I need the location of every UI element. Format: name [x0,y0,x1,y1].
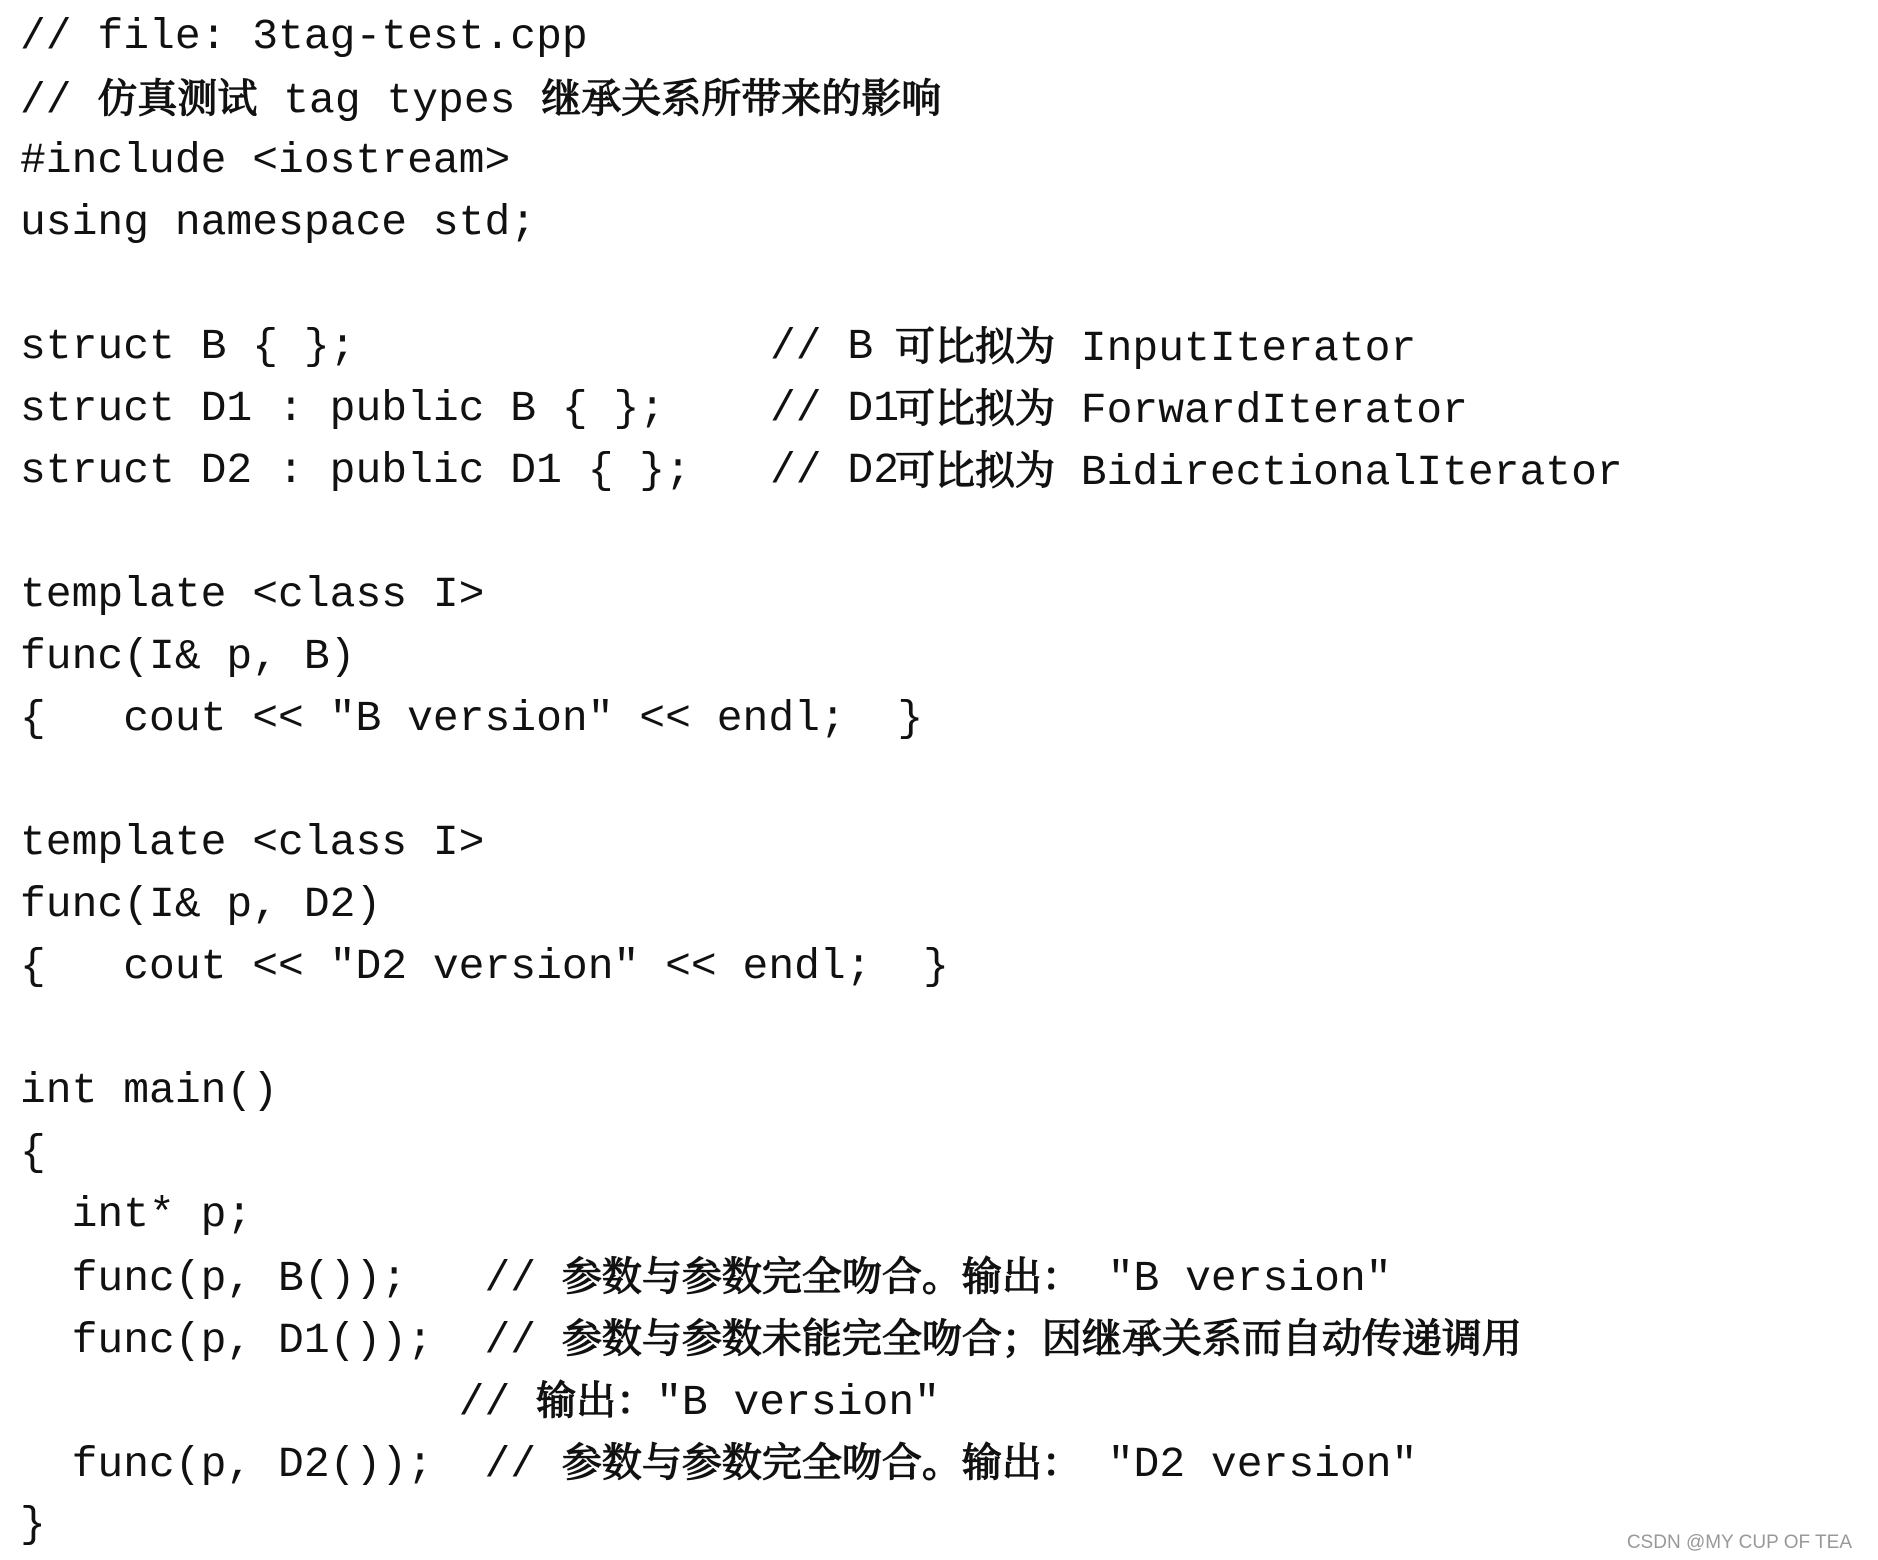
code-text: // [20,76,98,125]
code-line-call-d1-continued [20,1370,1522,1432]
code-line-open-brace [20,1122,1522,1184]
code-comment: // B [770,322,925,371]
comment-text-cn: 可比拟为 [895,386,1055,432]
code-text: func(I& p, D2) [20,880,382,929]
code-text: #include <iostream> [20,136,511,185]
code-text: { cout << "D2 version" << endl; } [20,942,949,991]
code-line-func1-signature [20,626,1522,688]
code-text: template <class I> [20,818,485,867]
watermark: CSDN @MY CUP OF TEA [1626,1532,1852,1553]
comment-text-cn: 输出： [536,1378,657,1424]
code-listing [20,6,1522,1556]
struct-comments-overlay [20,316,1623,502]
comment-text-cn: 可比拟为 [895,324,1055,370]
blank-line [20,998,1522,1060]
blank-line [20,502,1522,564]
code-text: struct D1 : public B { }; [20,384,666,433]
code-line-call-d1 [20,1308,1522,1370]
code-line-desc-comment [20,68,1522,130]
code-text: // file: 3tag-test.cpp [20,12,588,61]
code-text: func(p, D1()); [20,1316,485,1365]
code-text: } [20,1500,46,1549]
code-line-call-b [20,1246,1522,1308]
code-comment: // D2 [770,446,925,495]
code-comment: // D1 [770,384,925,433]
comment-text-en: "B version" [656,1378,940,1427]
comment-text-en: ForwardIterator [1055,386,1468,435]
code-line-call-d2 [20,1432,1522,1494]
blank-line [20,254,1522,316]
code-comment-prefix: // [458,1378,537,1427]
struct-d2-comment [20,440,1623,502]
code-line-declaration [20,1184,1522,1246]
code-line-close-brace [20,1494,1522,1556]
comment-text-cn: 参数与参数完全吻合。输出： [561,1254,1082,1300]
code-text: int* p; [20,1190,253,1239]
comment-text-en: "B version" [1081,1254,1392,1303]
comment-text-cn: 参数与参数完全吻合。输出： [561,1440,1082,1486]
code-text: func(p, B()); [20,1254,485,1303]
code-text: struct B { }; [20,322,356,371]
code-line-func2-body [20,936,1522,998]
code-line-file-comment [20,6,1522,68]
code-line-func2-signature [20,874,1522,936]
code-line-template-2 [20,812,1522,874]
code-text: template <class I> [20,570,485,619]
comment-text-en: BidirectionalIterator [1055,448,1623,497]
code-line-using [20,192,1522,254]
code-text: { [20,1128,46,1177]
code-comment-prefix: // [484,1316,562,1365]
code-text: int main() [20,1066,279,1115]
code-line-main-signature [20,1060,1522,1122]
code-line-template-1 [20,564,1522,626]
code-indent [20,1378,459,1427]
comment-text-en: "D2 version" [1081,1440,1418,1489]
code-text: { cout << "B version" << endl; } [20,694,924,743]
blank-line [20,750,1522,812]
code-text: func(p, D2()); [20,1440,485,1489]
struct-b-comment [20,316,1623,378]
code-text: using namespace std; [20,198,537,247]
code-comment-prefix: // [484,1440,562,1489]
comment-text-en: InputIterator [1055,324,1417,373]
comment-text-en: tag types [257,76,542,125]
comment-text-cn: 参数与参数未能完全吻合；因继承关系而自动传递调用 [561,1316,1522,1362]
code-line-include [20,130,1522,192]
comment-text-cn: 仿真测试 [97,76,258,122]
code-text: func(I& p, B) [20,632,356,681]
code-comment-prefix: // [484,1254,562,1303]
comment-text-cn: 可比拟为 [895,448,1055,494]
code-line-func1-body [20,688,1522,750]
struct-d1-comment [20,378,1623,440]
comment-text-cn: 继承关系所带来的影响 [541,76,942,122]
code-text: struct D2 : public D1 { }; [20,446,691,495]
